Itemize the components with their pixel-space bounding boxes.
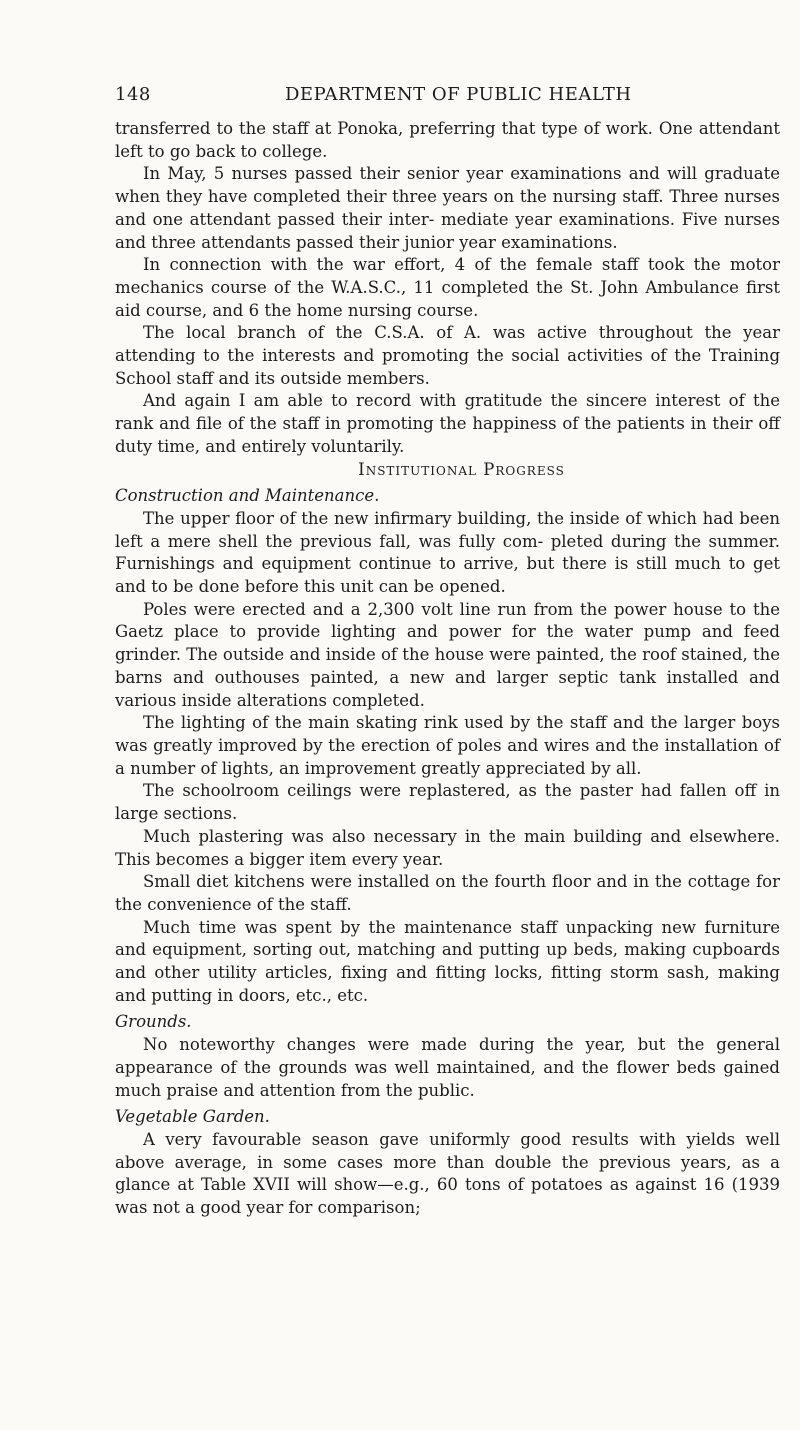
paragraph: And again I am able to record with gratitude the sincere interest of the rank and file of the staff in promoting the happiness of the patients in their off duty time, and entirely voluntarily. <box>115 391 780 456</box>
paragraph: transferred to the staff at Ponoka, preferring that type of work. One attendant left to go back to college. <box>115 119 780 161</box>
paragraph: The lighting of the main skating rink used by the staff and the larger boys was greatly improved by the erection of poles and wires and the installation of a number of lights, an improvement greatly appreciated by all. <box>115 713 780 778</box>
paragraph: No noteworthy changes were made during the year, but the general appearance of the grounds was well maintained, and the flower beds gained much praise and attention from the public. <box>115 1035 780 1100</box>
subsection-heading-construction: Construction and Maintenance. <box>115 486 380 506</box>
paragraph: Poles were erected and a 2,300 volt line run from the power house to the Gaetz place to provide lighting and power for the water pump and feed grinder. The outside and inside of the house were painted, the roof stained, the barns and outhouses painted, a new and larger septic tank installed and various inside alterations completed. <box>115 599 780 710</box>
paragraph: In connection with the war effort, 4 of the female staff took the motor mechanics course of the W.A.S.C., 11 completed the St. John Ambulance first aid course, and 6 the home nursing course. <box>115 255 780 320</box>
paragraph: Small diet kitchens were installed on the fourth floor and in the cottage for the convenience of the staff. <box>115 872 780 914</box>
paragraph: In May, 5 nurses passed their senior year examinations and will graduate when they have completed their three years on the nursing staff. Three nurses and one attendant passed their inter- mediate year examinations. Five nurses and three attendants passed their junior year examinations. <box>115 164 780 252</box>
paragraph: The upper floor of the new infirmary building, the inside of which had been left a mere shell the previous fall, was fully com- pleted during the summer. Furnishings and equipment continue to arrive, but there is still much to get and to be done before this unit can be opened. <box>115 508 780 597</box>
subsection-heading-garden: Vegetable Garden. <box>115 1107 270 1127</box>
paragraph: The schoolroom ceilings were replastered, as the paster had fallen off in large sections. <box>115 781 780 824</box>
paragraph: The local branch of the C.S.A. of A. was active throughout the year attending to the interests and promoting the social activities of the Training School staff and its outside members. <box>115 323 780 388</box>
page-number: 148 <box>115 84 151 105</box>
paragraph: Much plastering was also necessary in the main building and elsewhere. This becomes a bigger item every year. <box>115 826 780 869</box>
subsection-heading-grounds: Grounds. <box>115 1012 192 1032</box>
paragraph: A very favourable season gave uniformly good results with yields well above average, in some cases more than double the previous years, as a glance at Table XVII will show—e.g., 60 tons of potatoes as against 16 (1939 was not a good year for comparison; <box>115 1129 780 1218</box>
section-heading: Institutional Progress <box>358 459 565 479</box>
body-text <box>115 118 780 1220</box>
paragraph: Much time was spent by the maintenance staff unpacking new furniture and equipment, sorting out, matching and putting up beds, making cupboards and other utility articles, fixing and fitting locks, fitting storm sash, making and putting in doors, etc., etc. <box>115 917 780 1005</box>
running-title: DEPARTMENT OF PUBLIC HEALTH <box>285 84 632 105</box>
